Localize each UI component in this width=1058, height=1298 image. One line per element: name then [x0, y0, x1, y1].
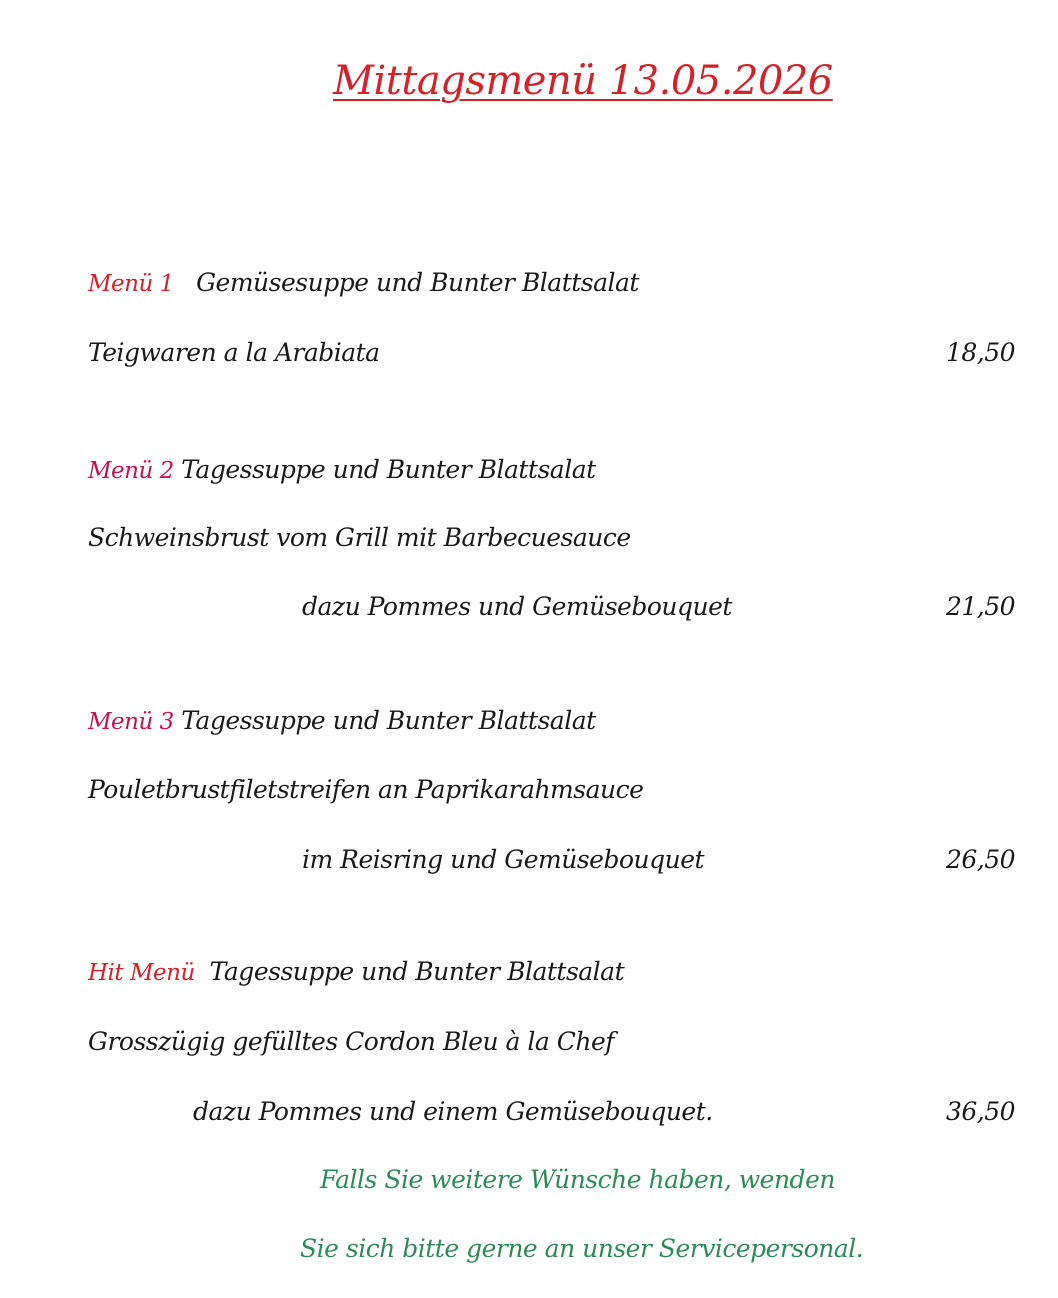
- hit-menu-main: Grosszügig gefülltes Cordon Bleu à la Chef: [88, 1027, 615, 1056]
- menu-3-main: Pouletbrustfiletstreifen an Paprikarahmsauce: [88, 775, 644, 804]
- menu-1-main: Teigwaren a la Arabiata: [88, 338, 380, 367]
- hit-menu-label: Hit Menü: [88, 960, 195, 986]
- menu-2-main: Schweinsbrust vom Grill mit Barbecuesauce: [88, 523, 631, 552]
- hit-menu-header: [88, 957, 624, 986]
- menu-1-starter: Gemüsesuppe und Bunter Blattsalat: [196, 268, 639, 297]
- menu-2-header: [88, 455, 596, 484]
- menu-3-header: [88, 706, 596, 735]
- hit-menu-starter: Tagessuppe und Bunter Blattsalat: [209, 957, 625, 986]
- menu-3-starter: Tagessuppe und Bunter Blattsalat: [181, 706, 596, 735]
- menu-1-label: Menü 1: [88, 271, 174, 297]
- menu-3-label: Menü 3: [88, 709, 174, 735]
- hit-menu-side: dazu Pommes und einem Gemüsebouquet.: [193, 1097, 713, 1126]
- menu-1-price: 18,50: [946, 338, 1016, 367]
- footer-note-line-1: Falls Sie weitere Wünsche haben, wenden: [320, 1165, 835, 1194]
- menu-2-label: Menü 2: [88, 458, 174, 484]
- hit-menu-price: 36,50: [946, 1097, 1016, 1126]
- menu-2-starter: Tagessuppe und Bunter Blattsalat: [181, 455, 596, 484]
- menu-3-side: im Reisring und Gemüsebouquet: [302, 845, 705, 874]
- menu-2-side: dazu Pommes und Gemüsebouquet: [302, 592, 732, 621]
- page-title: Mittagsmenü 13.05.2026: [333, 58, 833, 104]
- menu-1-header: [88, 268, 639, 297]
- menu-3-price: 26,50: [946, 845, 1016, 874]
- menu-2-price: 21,50: [946, 592, 1016, 621]
- footer-note-line-2: Sie sich bitte gerne an unser Servicepersonal.: [300, 1234, 864, 1263]
